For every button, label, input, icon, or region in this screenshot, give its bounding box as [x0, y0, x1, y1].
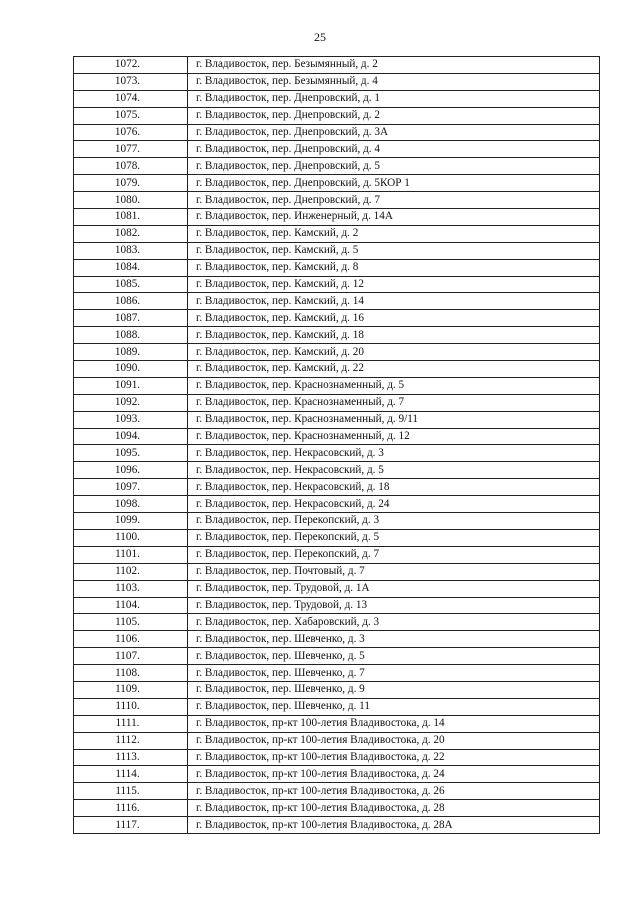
address-cell: г. Владивосток, пр-кт 100-летия Владивостока, д. 24 [188, 766, 600, 783]
address-cell: г. Владивосток, пер. Краснознаменный, д. 7 [188, 394, 600, 411]
row-number-cell: 1108. [74, 665, 188, 682]
table-row [74, 496, 600, 513]
row-number-cell: 1091. [74, 377, 188, 394]
table-row [74, 361, 600, 378]
address-cell: г. Владивосток, пер. Безымянный, д. 4 [188, 73, 600, 90]
address-cell: г. Владивосток, пер. Почтовый, д. 7 [188, 563, 600, 580]
address-cell: г. Владивосток, пер. Камский, д. 22 [188, 361, 600, 378]
table-row [74, 57, 600, 74]
table-row [74, 141, 600, 158]
row-number-cell: 1076. [74, 124, 188, 141]
row-number-cell: 1081. [74, 209, 188, 226]
address-cell: г. Владивосток, пер. Шевченко, д. 7 [188, 665, 600, 682]
table-row [74, 529, 600, 546]
address-cell: г. Владивосток, пр-кт 100-летия Владивостока, д. 20 [188, 732, 600, 749]
address-cell: г. Владивосток, пер. Шевченко, д. 3 [188, 631, 600, 648]
table-row [74, 580, 600, 597]
row-number-cell: 1093. [74, 411, 188, 428]
table-row [74, 715, 600, 732]
address-cell: г. Владивосток, пер. Днепровский, д. 5 [188, 158, 600, 175]
row-number-cell: 1100. [74, 529, 188, 546]
address-cell: г. Владивосток, пер. Камский, д. 12 [188, 276, 600, 293]
row-number-cell: 1102. [74, 563, 188, 580]
address-cell: г. Владивосток, пер. Трудовой, д. 1А [188, 580, 600, 597]
table-row [74, 276, 600, 293]
table-row [74, 817, 600, 834]
table-row [74, 411, 600, 428]
address-cell: г. Владивосток, пер. Камский, д. 16 [188, 310, 600, 327]
table-row [74, 377, 600, 394]
table-row [74, 597, 600, 614]
table-row [74, 800, 600, 817]
row-number-cell: 1088. [74, 327, 188, 344]
row-number-cell: 1074. [74, 90, 188, 107]
row-number-cell: 1116. [74, 800, 188, 817]
row-number-cell: 1089. [74, 344, 188, 361]
row-number-cell: 1084. [74, 259, 188, 276]
address-cell: г. Владивосток, пер. Шевченко, д. 9 [188, 681, 600, 698]
table-row [74, 648, 600, 665]
table-row [74, 107, 600, 124]
address-cell: г. Владивосток, пер. Днепровский, д. 1 [188, 90, 600, 107]
table-row [74, 614, 600, 631]
row-number-cell: 1096. [74, 462, 188, 479]
row-number-cell: 1083. [74, 242, 188, 259]
address-cell: г. Владивосток, пер. Камский, д. 18 [188, 327, 600, 344]
row-number-cell: 1113. [74, 749, 188, 766]
table-row [74, 513, 600, 530]
table-row [74, 293, 600, 310]
address-cell: г. Владивосток, пер. Днепровский, д. 3А [188, 124, 600, 141]
table-row [74, 158, 600, 175]
address-cell: г. Владивосток, пер. Инженерный, д. 14А [188, 209, 600, 226]
row-number-cell: 1082. [74, 225, 188, 242]
address-cell: г. Владивосток, пер. Хабаровский, д. 3 [188, 614, 600, 631]
table-row [74, 445, 600, 462]
address-cell: г. Владивосток, пер. Безымянный, д. 2 [188, 57, 600, 74]
table-row [74, 344, 600, 361]
address-cell: г. Владивосток, пер. Краснознаменный, д. 12 [188, 428, 600, 445]
table-row [74, 546, 600, 563]
table-row [74, 73, 600, 90]
table-row [74, 310, 600, 327]
row-number-cell: 1075. [74, 107, 188, 124]
row-number-cell: 1072. [74, 57, 188, 74]
table-row [74, 749, 600, 766]
address-cell: г. Владивосток, пер. Днепровский, д. 5КОР 1 [188, 175, 600, 192]
address-cell: г. Владивосток, пер. Камский, д. 14 [188, 293, 600, 310]
table-row [74, 242, 600, 259]
row-number-cell: 1080. [74, 192, 188, 209]
row-number-cell: 1092. [74, 394, 188, 411]
row-number-cell: 1101. [74, 546, 188, 563]
address-cell: г. Владивосток, пер. Некрасовский, д. 5 [188, 462, 600, 479]
table-row [74, 783, 600, 800]
table-row [74, 681, 600, 698]
table-row [74, 327, 600, 344]
row-number-cell: 1107. [74, 648, 188, 665]
address-cell: г. Владивосток, пер. Камский, д. 5 [188, 242, 600, 259]
address-table [73, 56, 600, 834]
row-number-cell: 1117. [74, 817, 188, 834]
row-number-cell: 1094. [74, 428, 188, 445]
row-number-cell: 1095. [74, 445, 188, 462]
table-row [74, 766, 600, 783]
table-row [74, 209, 600, 226]
table-row [74, 479, 600, 496]
row-number-cell: 1114. [74, 766, 188, 783]
address-cell: г. Владивосток, пр-кт 100-летия Владивостока, д. 14 [188, 715, 600, 732]
table-row [74, 631, 600, 648]
address-cell: г. Владивосток, пер. Некрасовский, д. 24 [188, 496, 600, 513]
table-row [74, 225, 600, 242]
table-row [74, 698, 600, 715]
address-cell: г. Владивосток, пер. Днепровский, д. 4 [188, 141, 600, 158]
row-number-cell: 1077. [74, 141, 188, 158]
row-number-cell: 1103. [74, 580, 188, 597]
address-cell: г. Владивосток, пер. Шевченко, д. 5 [188, 648, 600, 665]
row-number-cell: 1110. [74, 698, 188, 715]
address-cell: г. Владивосток, пер. Камский, д. 20 [188, 344, 600, 361]
row-number-cell: 1111. [74, 715, 188, 732]
row-number-cell: 1106. [74, 631, 188, 648]
address-cell: г. Владивосток, пр-кт 100-летия Владивостока, д. 28 [188, 800, 600, 817]
address-cell: г. Владивосток, пер. Шевченко, д. 11 [188, 698, 600, 715]
row-number-cell: 1099. [74, 513, 188, 530]
row-number-cell: 1097. [74, 479, 188, 496]
table-row [74, 175, 600, 192]
address-cell: г. Владивосток, пер. Краснознаменный, д. 5 [188, 377, 600, 394]
table-row [74, 90, 600, 107]
address-cell: г. Владивосток, пер. Некрасовский, д. 18 [188, 479, 600, 496]
address-cell: г. Владивосток, пер. Перекопский, д. 3 [188, 513, 600, 530]
row-number-cell: 1104. [74, 597, 188, 614]
page-number: 25 [314, 30, 326, 44]
table-row [74, 394, 600, 411]
row-number-cell: 1115. [74, 783, 188, 800]
address-cell: г. Владивосток, пр-кт 100-летия Владивостока, д. 22 [188, 749, 600, 766]
address-cell: г. Владивосток, пер. Камский, д. 2 [188, 225, 600, 242]
row-number-cell: 1073. [74, 73, 188, 90]
table-row [74, 462, 600, 479]
row-number-cell: 1112. [74, 732, 188, 749]
address-cell: г. Владивосток, пер. Трудовой, д. 13 [188, 597, 600, 614]
row-number-cell: 1109. [74, 681, 188, 698]
address-cell: г. Владивосток, пер. Краснознаменный, д. 9/11 [188, 411, 600, 428]
table-row [74, 259, 600, 276]
table-row [74, 192, 600, 209]
table-row [74, 428, 600, 445]
table-row [74, 732, 600, 749]
address-cell: г. Владивосток, пр-кт 100-летия Владивостока, д. 26 [188, 783, 600, 800]
address-cell: г. Владивосток, пер. Перекопский, д. 5 [188, 529, 600, 546]
address-cell: г. Владивосток, пер. Днепровский, д. 7 [188, 192, 600, 209]
row-number-cell: 1078. [74, 158, 188, 175]
table-row [74, 563, 600, 580]
row-number-cell: 1090. [74, 361, 188, 378]
address-cell: г. Владивосток, пер. Некрасовский, д. 3 [188, 445, 600, 462]
row-number-cell: 1105. [74, 614, 188, 631]
table-row [74, 665, 600, 682]
address-cell: г. Владивосток, пр-кт 100-летия Владивостока, д. 28А [188, 817, 600, 834]
row-number-cell: 1079. [74, 175, 188, 192]
address-table-body [74, 57, 600, 834]
address-cell: г. Владивосток, пер. Камский, д. 8 [188, 259, 600, 276]
row-number-cell: 1085. [74, 276, 188, 293]
row-number-cell: 1086. [74, 293, 188, 310]
address-cell: г. Владивосток, пер. Днепровский, д. 2 [188, 107, 600, 124]
row-number-cell: 1087. [74, 310, 188, 327]
table-row [74, 124, 600, 141]
row-number-cell: 1098. [74, 496, 188, 513]
address-cell: г. Владивосток, пер. Перекопский, д. 7 [188, 546, 600, 563]
